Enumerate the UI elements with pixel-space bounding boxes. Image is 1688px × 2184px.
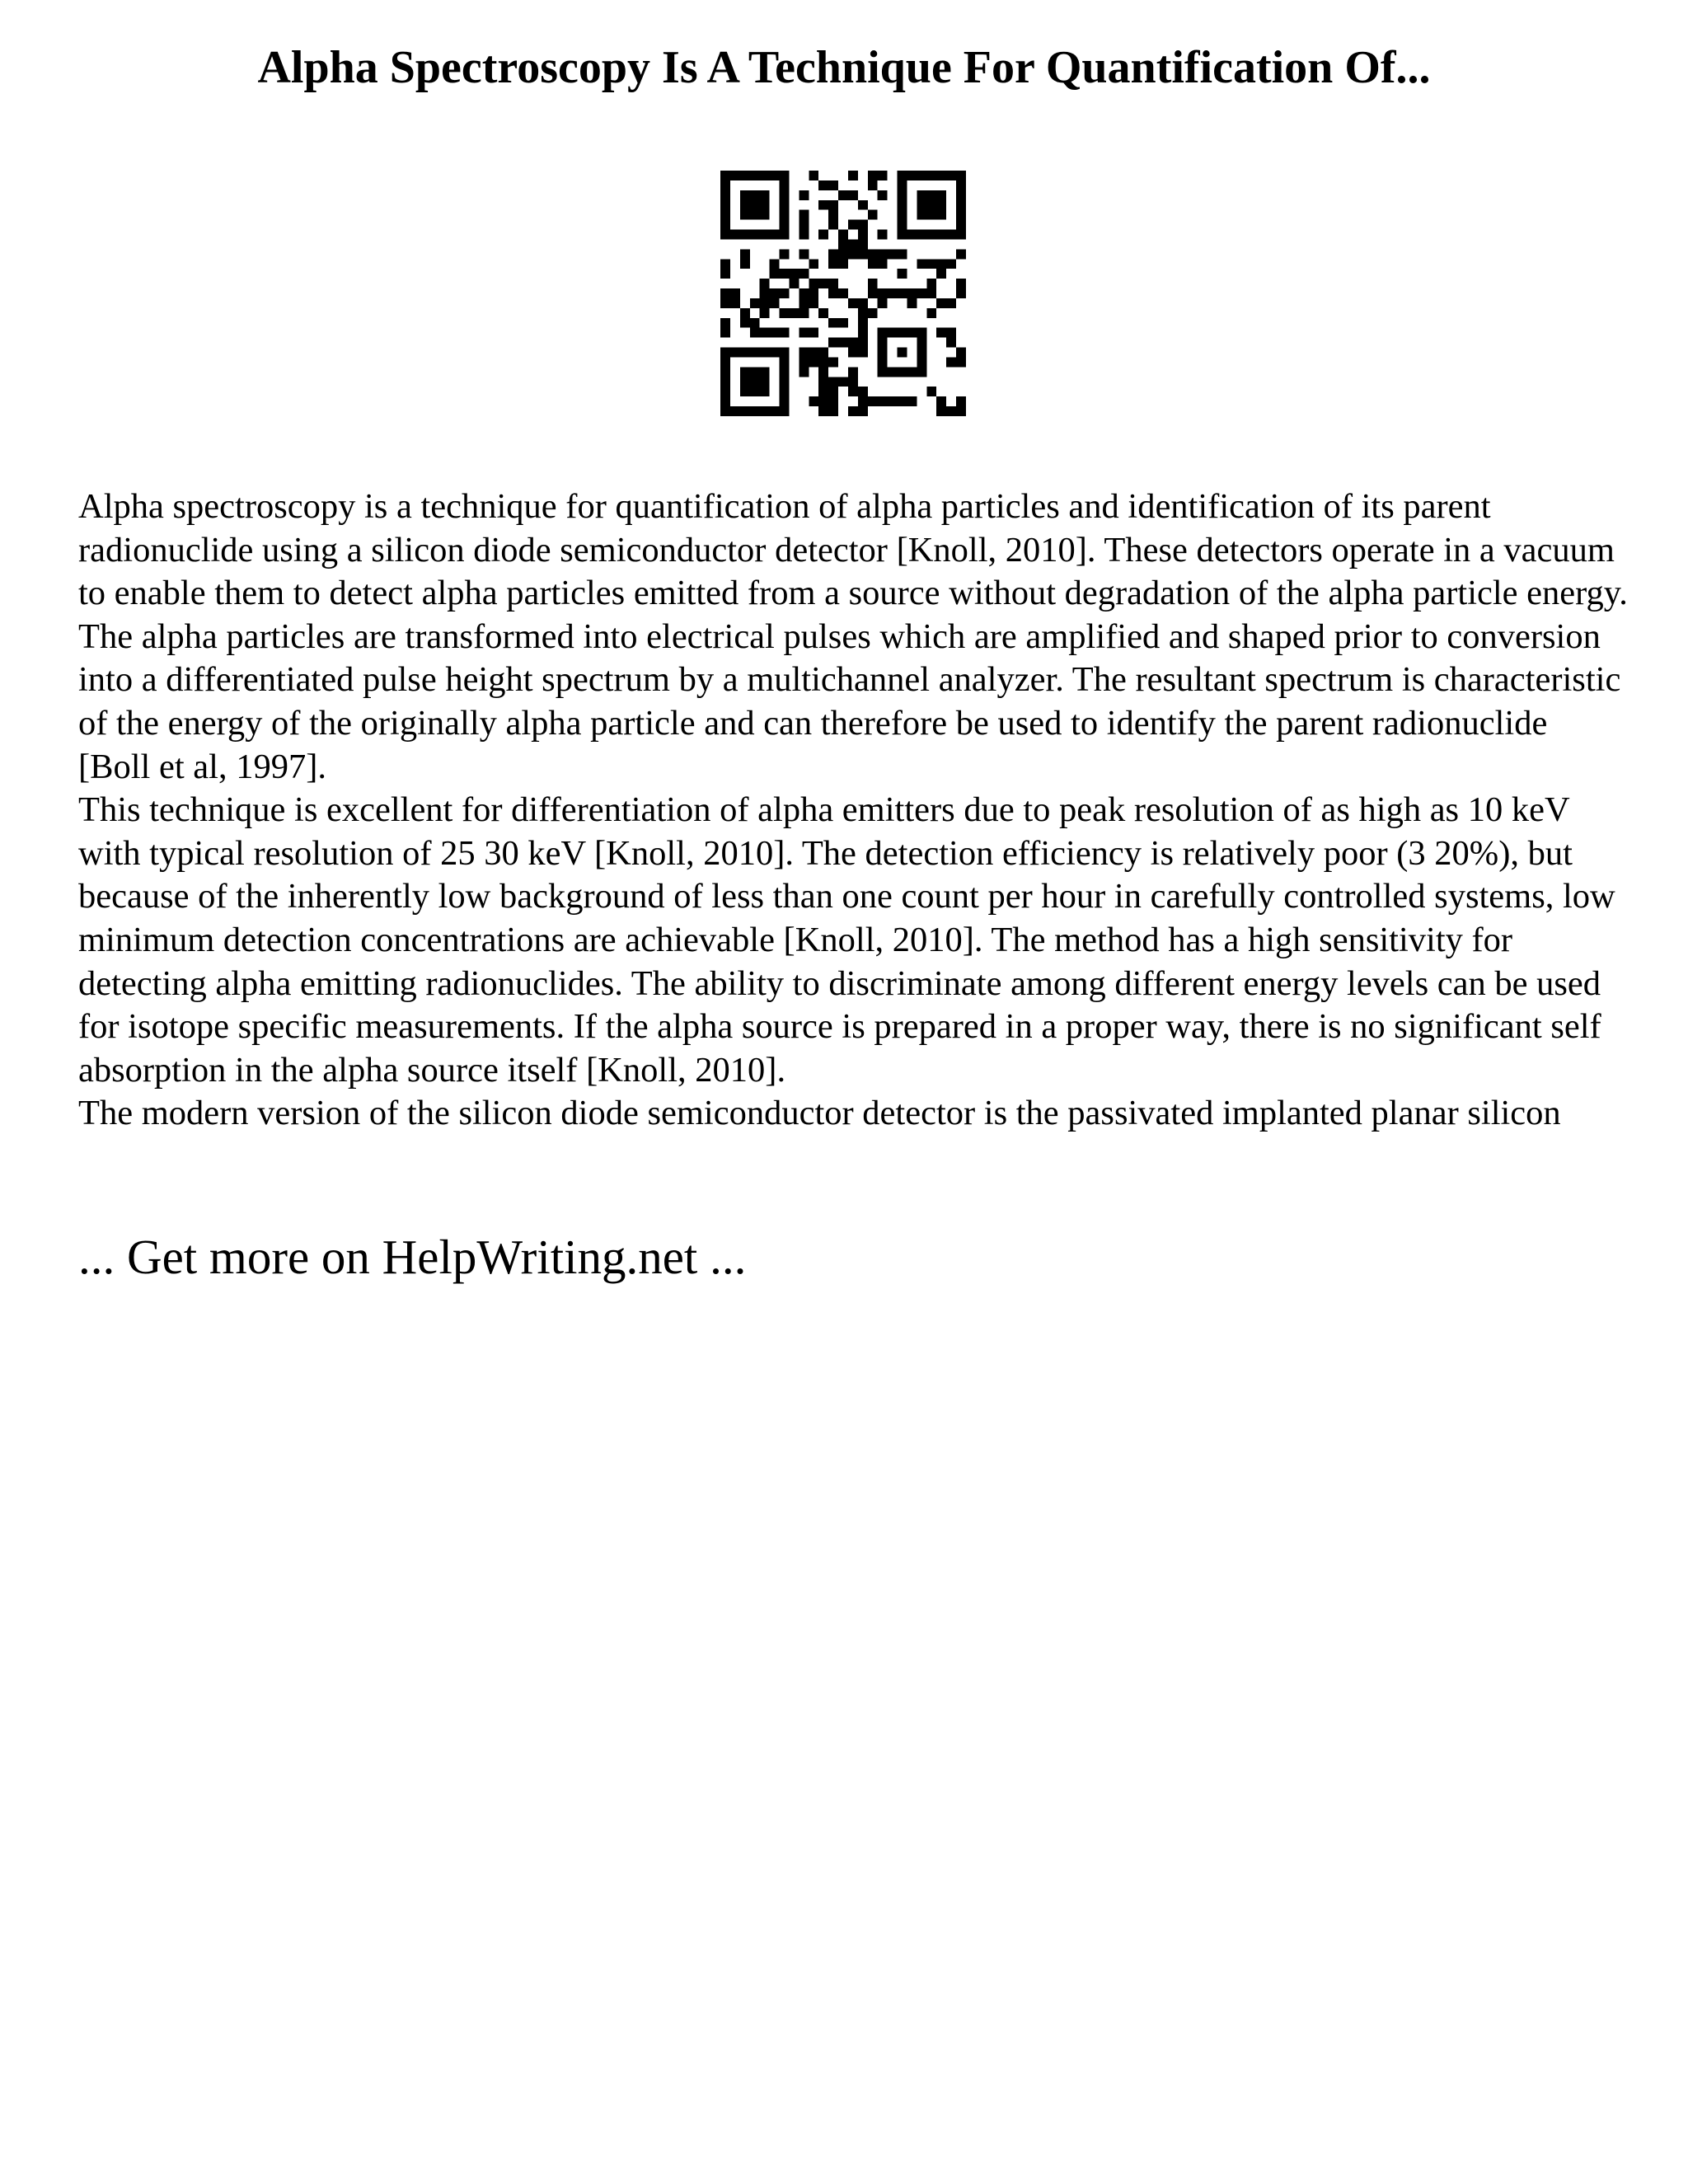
qr-module xyxy=(848,239,858,249)
qr-module xyxy=(780,249,790,259)
qr-module xyxy=(770,328,780,338)
qr-module xyxy=(809,288,818,298)
qr-module xyxy=(828,220,838,230)
paragraph: This technique is excellent for differentiation of alpha emitters due to peak resolution of as high as 10 keV with typical resolution of 25 30 keV [Knoll, 2010]. The detection efficiency is relatively poor (3 20%), but because of the inherently low background of less than one count per hour in carefully controlled systems, low minimum detection concentrations are achievable [Knoll, 2010]. The method has a high sensitivity for detecting alpha emitting radionuclides. The ability to discriminate among different energy levels can be used for isotope specific measurements. If the alpha source is prepared in a proper way, there is no significant self absorption in the alpha source itself [Knoll, 2010]. xyxy=(78,790,1615,1090)
qr-module xyxy=(818,308,828,318)
qr-module xyxy=(730,298,740,308)
qr-module xyxy=(760,328,770,338)
qr-module xyxy=(888,396,898,406)
qr-module xyxy=(898,269,907,279)
qr-module xyxy=(868,308,878,318)
qr-module xyxy=(956,288,966,298)
qr-module xyxy=(780,288,790,298)
qr-module xyxy=(878,288,888,298)
qr-module xyxy=(720,298,730,308)
qr-module xyxy=(720,269,730,279)
qr-module xyxy=(868,171,878,180)
qr-module xyxy=(926,259,936,269)
qr-module xyxy=(907,288,917,298)
qr-module xyxy=(809,328,818,338)
qr-module xyxy=(828,357,838,367)
qr-module xyxy=(946,298,956,308)
qr-module xyxy=(926,288,936,298)
qr-module xyxy=(858,220,868,230)
qr-module xyxy=(848,367,858,377)
qr-module xyxy=(760,279,770,288)
qr-module xyxy=(917,288,926,298)
qr-module xyxy=(848,338,858,348)
qr-module xyxy=(838,338,848,348)
qr-module xyxy=(878,249,888,259)
qr-module xyxy=(799,249,809,259)
qr-module xyxy=(799,367,809,377)
qr-module xyxy=(720,259,730,269)
qr-module xyxy=(878,230,888,240)
qr-module xyxy=(818,279,828,288)
get-more-link[interactable]: ... Get more on HelpWriting.net ... xyxy=(78,1230,747,1284)
qr-module xyxy=(799,269,809,279)
qr-module xyxy=(936,259,946,269)
qr-module xyxy=(848,348,858,358)
paragraph: Alpha spectroscopy is a technique for quantification of alpha particles and identification of its parent radionuclide using a silicon diode semiconductor detector [Knoll, 2010]. These detectors operate in a vacuum to enable them to detect alpha particles emitted from a source without degradation of the alpha particle energy. The alpha particles are transformed into electrical pulses which are amplified and shaped prior to conversion into a differentiated pulse height spectrum by a multichannel analyzer. The resultant spectrum is characteristic of the energy of the originally alpha particle and can therefore be used to identify the parent radionuclide [Boll et al, 1997]. xyxy=(78,487,1628,786)
qr-module xyxy=(809,396,818,406)
qr-module xyxy=(780,269,790,279)
qr-module xyxy=(936,396,946,406)
qr-module xyxy=(926,308,936,318)
qr-module xyxy=(780,308,790,318)
qr-module xyxy=(809,298,818,308)
qr-module xyxy=(868,279,878,288)
qr-module xyxy=(858,200,868,210)
qr-module xyxy=(770,298,780,308)
qr-module xyxy=(799,328,809,338)
qr-module xyxy=(868,180,878,190)
qr-module xyxy=(848,220,858,230)
qr-module xyxy=(878,190,888,200)
qr-module xyxy=(799,298,809,308)
qr-module xyxy=(858,230,868,240)
qr-module xyxy=(799,230,809,240)
qr-module xyxy=(750,328,760,338)
qr-module xyxy=(878,171,888,180)
qr-module xyxy=(838,230,848,240)
qr-module xyxy=(858,328,868,338)
qr-module xyxy=(828,288,838,298)
qr-module xyxy=(799,348,809,358)
qr-module xyxy=(956,406,966,416)
qr-module xyxy=(848,387,858,396)
qr-module xyxy=(750,318,760,328)
qr-module xyxy=(858,318,868,328)
qr-module xyxy=(770,288,780,298)
qr-module xyxy=(858,396,868,406)
qr-module xyxy=(858,387,868,396)
qr-module xyxy=(838,288,848,298)
qr-module xyxy=(898,249,907,259)
qr-module xyxy=(956,279,966,288)
qr-module xyxy=(730,288,740,298)
qr-module xyxy=(878,298,888,308)
qr-module xyxy=(868,249,878,259)
qr-module xyxy=(809,171,818,180)
qr-module xyxy=(848,377,858,387)
qr-module xyxy=(760,308,770,318)
qr-module xyxy=(799,308,809,318)
qr-module xyxy=(780,328,790,338)
qr-module xyxy=(936,298,946,308)
qr-module xyxy=(848,171,858,180)
qr-module xyxy=(838,249,848,259)
qr-module xyxy=(838,318,848,328)
qr-module xyxy=(956,249,966,259)
qr-module xyxy=(868,259,878,269)
qr-module xyxy=(818,357,828,367)
qr-module xyxy=(936,406,946,416)
qr-module xyxy=(956,348,966,358)
qr-module xyxy=(888,249,898,259)
qr-module xyxy=(868,396,878,406)
qr-module xyxy=(740,308,750,318)
qr-module xyxy=(848,298,858,308)
qr-module xyxy=(789,279,799,288)
qr-module xyxy=(888,288,898,298)
qr-module xyxy=(858,406,868,416)
qr-module xyxy=(858,239,868,249)
qr-module xyxy=(799,220,809,230)
qr-module xyxy=(848,249,858,259)
qr-module xyxy=(760,288,770,298)
qr-module xyxy=(838,377,848,387)
qr-module xyxy=(770,269,780,279)
qr-module xyxy=(848,190,858,200)
qr-module xyxy=(828,318,838,328)
qr-module xyxy=(926,279,936,288)
article-body xyxy=(78,485,1628,1136)
qr-module xyxy=(828,210,838,220)
qr-module xyxy=(828,377,838,387)
qr-module xyxy=(838,190,848,200)
qr-module xyxy=(799,288,809,298)
qr-module xyxy=(828,406,838,416)
qr-module xyxy=(848,406,858,416)
qr-module xyxy=(818,396,828,406)
qr-code-graphic xyxy=(720,171,966,416)
qr-module xyxy=(858,338,868,348)
qr-module xyxy=(858,298,868,308)
qr-module xyxy=(946,338,956,348)
qr-module xyxy=(809,259,818,269)
qr-module xyxy=(720,328,730,338)
qr-module xyxy=(740,249,750,259)
qr-module xyxy=(956,357,966,367)
qr-module xyxy=(818,200,828,210)
qr-module xyxy=(898,396,907,406)
qr-module xyxy=(809,357,818,367)
qr-module xyxy=(898,288,907,298)
qr-module xyxy=(740,259,750,269)
qr-module xyxy=(750,298,760,308)
qr-module xyxy=(946,328,956,338)
qr-module xyxy=(818,367,828,377)
qr-module xyxy=(818,377,828,387)
qr-module xyxy=(789,308,799,318)
qr-module xyxy=(907,396,917,406)
qr-module xyxy=(926,387,936,396)
qr-module xyxy=(799,210,809,220)
qr-module xyxy=(858,249,868,259)
qr-module xyxy=(799,357,809,367)
qr-code-icon xyxy=(720,171,966,416)
page-title: Alpha Spectroscopy Is A Technique For Quantification Of... xyxy=(257,42,1431,93)
qr-module xyxy=(858,308,868,318)
qr-module xyxy=(946,259,956,269)
qr-module xyxy=(818,230,828,240)
qr-module xyxy=(868,210,878,220)
qr-module xyxy=(740,318,750,328)
qr-module xyxy=(917,259,926,269)
qr-module xyxy=(878,396,888,406)
qr-module xyxy=(789,269,799,279)
qr-module xyxy=(809,279,818,288)
qr-module xyxy=(946,357,956,367)
qr-module xyxy=(936,269,946,279)
qr-module xyxy=(878,259,888,269)
qr-module xyxy=(828,200,838,210)
qr-module xyxy=(838,259,848,269)
qr-module xyxy=(828,338,838,348)
qr-module xyxy=(818,406,828,416)
qr-module xyxy=(946,406,956,416)
qr-module xyxy=(818,180,828,190)
qr-module xyxy=(828,180,838,190)
qr-module xyxy=(828,279,838,288)
qr-module xyxy=(809,348,818,358)
qr-module xyxy=(858,348,868,358)
qr-module xyxy=(818,387,828,396)
qr-module xyxy=(818,348,828,358)
qr-module xyxy=(838,239,848,249)
qr-module xyxy=(907,298,917,308)
qr-module xyxy=(770,259,780,269)
paragraph: The modern version of the silicon diode semiconductor detector is the passivated implanted planar silicon xyxy=(78,1094,1561,1133)
qr-module xyxy=(720,288,730,298)
qr-module xyxy=(828,387,838,396)
qr-module xyxy=(828,259,838,269)
qr-module xyxy=(956,396,966,406)
qr-module xyxy=(760,298,770,308)
qr-module xyxy=(799,190,809,200)
qr-module xyxy=(868,288,878,298)
qr-module xyxy=(936,328,946,338)
qr-module xyxy=(828,396,838,406)
qr-module xyxy=(720,318,730,328)
qr-module xyxy=(828,249,838,259)
